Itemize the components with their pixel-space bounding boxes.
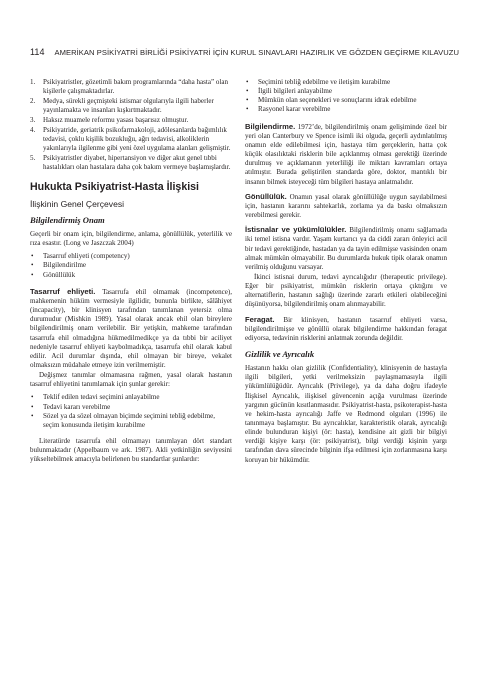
list-item: • Teklif edilen tedavi seçimini anlayabilme (31, 393, 160, 402)
bullet-icon: • (31, 393, 34, 402)
paragraph: Değişmez tanımlar olmamasına rağmen, yasal olarak hastanın tasarruf ehliyetini tanımlamak için şunlar gerekir: (30, 371, 232, 389)
run-in-heading: Tasarruf ehliyeti. (30, 286, 96, 296)
list-item: • Mümkün olan seçenekleri ve sonuçlarını idrak edebilme (246, 96, 417, 105)
list-item: • Tasarruf ehliyeti (competency) (31, 252, 130, 261)
run-in-heading: İstisnalar ve yükümlülükler. (245, 225, 347, 235)
list-item: • Gönüllülük (31, 270, 76, 279)
run-in-heading: Feragat. (245, 314, 275, 324)
list-item: 4. Psikiyatride, geriatrik psikofarmakoloji, adölesanlarda bağımlılık tedavisi, çoklu kişilik bozukluğu, ağrı tedavisi, alkoliklerin yakınlarıyla ilgilenme gibi yeni özel uygulama alanları gelişmiştir. (30, 125, 231, 152)
paragraph: Geçerli bir onam için, bilgilendirme, anlama, gönüllülük, yeterlilik ve rıza esastır. (Long ve Jaszczak 2004) (30, 229, 232, 248)
list-item: • Seçimini tebliğ edebilme ve iletişim kurabilme (246, 78, 391, 86)
list-item: 1. Psikiyatristler, gözetimli bakım programlarında “daha hasta” olan kişilerle çalışmaktadırlar. (30, 78, 229, 96)
paragraph: Gönüllülük. Onamın yasal olarak gönüllülüğe uygun sayılabilmesi için, hastanın kararını sahtekarlık, zorlama ya da baskı olmaksızın verebilmesi gerekir. (245, 191, 447, 220)
paragraph: İstisnalar ve yükümlülükler. Bilgilendirilmiş onamı sağlamada iki temel istisna vardır. Yaşam kurtarıcı ya da ciddi zararı önleyici acil bir tedavi gerektiğinde, hastadan ya da tayin edilmişse vasisinden onam almak mümkün olmayabilir. Bu durumlarda hukuk tipik olarak onamın verilmiş olduğunu varsayar. (245, 225, 447, 271)
bullet-list (30, 393, 232, 430)
list-item: • Rasyonel karar verebilme (246, 105, 331, 114)
right-column (245, 78, 447, 465)
page-number: 114 (30, 47, 45, 57)
list-item: 2. Medya, sürekli geçmişteki istismar olgularıyla ilgili haberler yayınlamakta ve insanları kışkırtmaktadır. (30, 96, 214, 115)
paragraph: Tasarruf ehliyeti. Tasarrufa ehil olmamak (incompetence), mahkemenin hüküm vermesiyle ilgilidir, bununla birlikte, sâlâhiyet (incapacity), bir klinisyen tarafından tanımlanan yetersiz olma durumudur (Mishkin 1989). Yasal olarak ancak ehil olan bireylere bilgilendirilmiş onam verilebilir. Bir yetişkin, mahkeme tarafından tasarrufa ehil olmadığına hükmedilmedikçe ya da tıbbi bir aciliyet nedeniyle tasarruf ehliyeti kaybolmadıkça, tasarrufa ehil olarak kabul edilir. Acil durumlar dışında, ehil olmayan bir bireye, vekalet olmaksızın müdahale etmeye izin verilmemiştir. (30, 286, 232, 369)
left-column (30, 78, 232, 465)
list-item: • Tedavi kararı verebilme (31, 402, 111, 411)
paragraph: İkinci istisnai durum, tedavi ayrıcalığıdır (therapeutic privilege). Eğer bir psikiyatrist, mümkün risklerin ortaya çıktığını ve alternatiflerin, hastanın sağlığı üzerinde zararlı etkileri olabileceğini düşünüyorsa, bilgilendirilmiş onam alınmayabilir. (245, 272, 447, 309)
list-item: 3. Haksız muamele reformu yasası başarısız olmuştur. (30, 115, 189, 124)
bullet-icon: • (31, 261, 34, 270)
bullet-icon: • (31, 252, 34, 261)
bullet-list (30, 252, 232, 279)
subsubsection-heading: Gizlilik ve Ayrıcalık (245, 349, 315, 360)
list-item: • Bilgilendirilme (31, 261, 87, 270)
numbered-list (30, 78, 232, 172)
paragraph: Hastanın hakkı olan gizlilik (Confidentiality), klinisyenin de hastayla ilgili bilgileri, yetki verilmeksizin paylaşmamasıyla ilgili yükümlülüğüdür. Ayrıcalık (Privilege), ya da daha doğru ifadeyle İlişkisel Ayrıcalık, ilişkisel güvencenin açığa vurulması üzerinde yargının gücünün kısıtlanmasıdır. Psikiyatrist-hasta, psikoterapist-hasta ve hekim-hasta ayrıcalığı Jaffe ve Redmond olguları (1996) ile tanınmaya başlamıştır. Bu ayrıcalıklar, karakteristik olarak, ayrıcalığı elinde bulunduran kişiyi (ör: hasta), kendisine ait gizli bir bilgiyi verdiği kişiye karşı (ör: psikiyatrist), bilgi verdiği kişinin yargı tarafından dava sürecinde bilginin ifşa edilmesi için zorlanmasına karşı koruyan bir hükümdür. (245, 364, 447, 464)
run-in-heading: Bilgilendirme. (245, 121, 296, 131)
bullet-icon: • (31, 402, 34, 411)
run-in-heading: Gönüllülük. (245, 191, 287, 201)
bullet-list (245, 78, 447, 115)
list-item: • Sözel ya da sözel olmayan biçimde seçimini tebliğ edebilme, seçim konusunda iletişim kurabilme (31, 411, 216, 429)
bullet-icon: • (246, 78, 249, 86)
bullet-icon: • (31, 270, 34, 279)
paragraph: Bilgilendirme. 1972’de, bilgilendirilmiş onam gelişiminde özel bir yeri olan Canterbury ve Spence isimli iki olguda, geçerli aydınlatılmış onamın elde edilebilmesi için, hastaya tüm gerçeklerin, hatta çok küçük olasılıktaki risklerin bile açıklanmış olması gerektiği üzerinde durulmuş ve açıklamanın yeterliliği ile miktarı kavramları ortaya atılmıştır. Burada geliştirilen standarda göre, doktor, mantıklı bir insanın bilmek isteyeceği tüm bilgileri hastaya anlatmalıdır. (245, 121, 447, 186)
list-item: • İlgili bilgileri anlayabilme (246, 87, 332, 96)
section-heading: Hukukta Psikiyatrist-Hasta İlişkisi (30, 180, 199, 193)
running-title: AMERİKAN PSİKİYATRİ BİRLİĞİ PSİKİYATRİ İÇİN KURUL SINAVLARI HAZIRLIK VE GÖZDEN GEÇİRME KILAVUZU (54, 48, 459, 57)
bullet-icon: • (31, 411, 34, 420)
subsection-heading: İlişkinin Genel Çerçevesi (30, 198, 125, 209)
bullet-icon: • (246, 105, 249, 114)
list-item: 5. Psikiyatristler diyabet, hipertansiyon ve diğer akut genel tıbbi hastalıkları olan hastalara daha çok bakım vermeye başlamışlardır. (30, 153, 231, 171)
paragraph: Literatürde tasarrufa ehil olmamayı tanımlayan dört standart bulunmaktadır (Appelbaum ve ark. 1987). Akli yetkinliğin seviyesini yükseltebilmek amacıyla belirlenen bu standartlar şunlardır: (30, 437, 232, 464)
subsubsection-heading: Bilgilendirmiş Onam (30, 214, 105, 225)
bullet-icon: • (246, 96, 249, 105)
paragraph: Feragat. Bir klinisyen, hastanın tasarruf ehliyeti varsa, bilgilendirilmişse ve gönüllü olarak bilgilendirme hakkından feragat ediyorsa, tedavinin risklerini anlatmak zorunda değildir. (245, 314, 447, 342)
running-header (30, 47, 459, 59)
bullet-icon: • (246, 87, 249, 96)
